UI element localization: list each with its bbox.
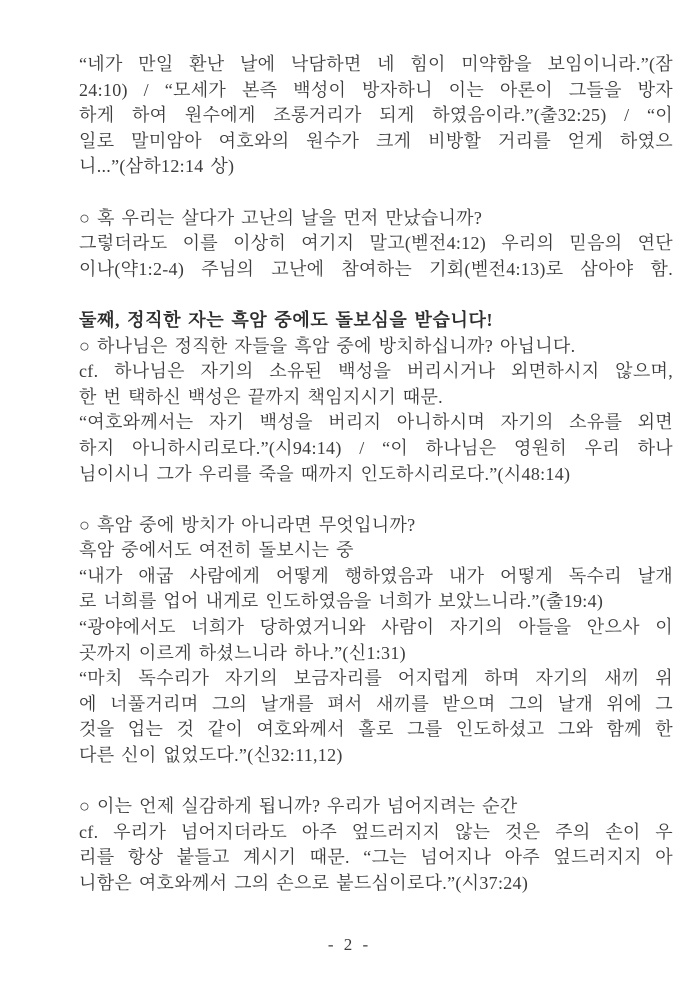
text-line: ○ 혹 우리는 살다가 고난의 날을 먼저 만났습니까?	[79, 207, 483, 228]
text-line: 곳까지 이르게 하셨느니라 하나.”(신1:31)	[79, 642, 406, 663]
text-line: 한 번 택하신 백성은 끝까지 책임지시기 때문.	[79, 386, 443, 407]
text-line: cf. 우리가 넘어지더라도 아주 엎드러지지 않는 것은 주의 손이 우	[79, 821, 673, 842]
text-line: 니...”(삼하12:14 상)	[79, 156, 235, 177]
paragraph	[79, 52, 673, 180]
text-line: “여호와께서는 자기 백성을 버리지 아니하시며 자기의 소유를 외면	[79, 412, 673, 433]
page-number: - 2 -	[327, 935, 372, 954]
text-line: 일로 말미암아 여호와의 원수가 크게 비방할 거리를 얻게 하였으	[79, 130, 673, 151]
text-line: 것을 업는 것 같이 여호와께서 홀로 그를 인도하셨고 그와 함께 한	[79, 719, 673, 740]
text-line: 니함은 여호와께서 그의 손으로 붙드심이로다.”(시37:24)	[79, 873, 529, 893]
text-line: 24:10) / “모세가 본즉 백성이 방자하니 이는 아론이 그들을 방자	[79, 79, 673, 100]
paragraph	[79, 308, 673, 487]
paragraph	[79, 206, 673, 283]
text-line: 그렇더라도 이를 이상히 여기지 말고(벧전4:12) 우리의 믿음의 연단	[79, 233, 673, 254]
text-line: ○ 이는 언제 실감하게 됩니까? 우리가 넘어지려는 순간	[79, 796, 518, 817]
document-body	[79, 52, 673, 897]
text-line: “네가 만일 환난 날에 낙담하면 네 힘이 미약함을 보임이니라.”(잠	[79, 54, 673, 74]
text-line: ○ 하나님은 정직한 자들을 흑암 중에 방치하십니까? 아닙니다.	[79, 335, 576, 356]
paragraph	[79, 513, 673, 769]
text-line: “광야에서도 너희가 당하였거니와 사람이 자기의 아들을 안으사 이	[79, 617, 673, 638]
text-line: ○ 흑암 중에 방치가 아니라면 무엇입니까?	[79, 514, 416, 535]
text-line: 리를 항상 붙들고 계시기 때문. “그는 넘어지나 아주 엎드러지지 아	[79, 847, 673, 868]
text-line: 다른 신이 없었도다.”(신32:11,12)	[79, 745, 343, 766]
text-line: “내가 애굽 사람에게 어떻게 행하였음과 내가 어떻게 독수리 날개	[79, 565, 673, 586]
section-heading: 둘째, 정직한 자는 흑암 중에도 돌보심을 받습니다!	[79, 309, 494, 330]
text-line: 이나(약1:2-4) 주님의 고난에 참여하는 기회(벧전4:13)로 삼아야 함.	[79, 258, 673, 279]
text-line: 에 너풀거리며 그의 날개를 펴서 새끼를 받으며 그의 날개 위에 그	[79, 693, 673, 714]
text-line: 하게 하여 원수에게 조롱거리가 되게 하였음이라.”(출32:25) / “이	[79, 105, 673, 126]
text-line: 흑암 중에서도 여전히 돌보시는 중	[79, 540, 354, 561]
text-line: 하지 아니하시리로다.”(시94:14) / “이 하나님은 영원히 우리 하나	[79, 437, 673, 458]
paragraph	[79, 794, 673, 896]
text-line: 로 너희를 업어 내게로 인도하였음을 너희가 보았느니라.”(출19:4)	[79, 591, 604, 612]
text-line: 님이시니 그가 우리를 죽을 때까지 인도하시리로다.”(시48:14)	[79, 463, 571, 484]
text-line: “마치 독수리가 자기의 보금자리를 어지럽게 하며 자기의 새끼 위	[79, 668, 673, 689]
text-line: cf. 하나님은 자기의 소유된 백성을 버리시거나 외면하시지 않으며,	[79, 361, 673, 382]
